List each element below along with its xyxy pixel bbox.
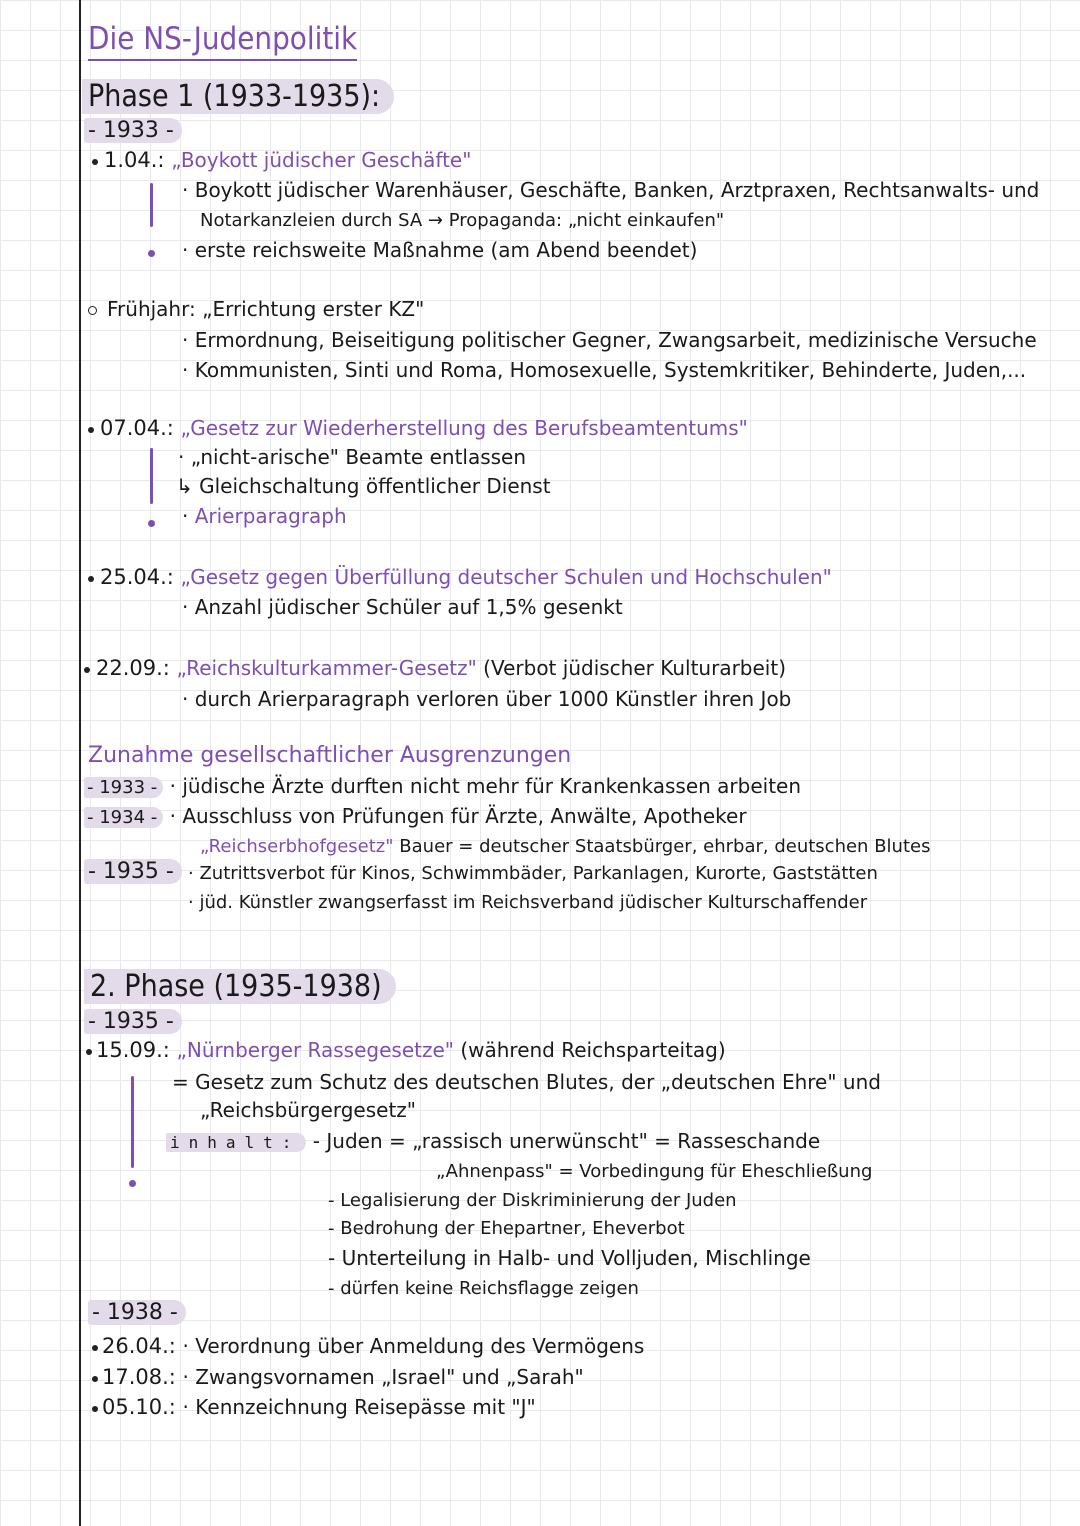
kz-line2: · Kommunisten, Sinti und Roma, Homosexuelle, Systemkritiker, Behinderte, Juden,... [182, 358, 1027, 382]
exclamation-dot [148, 520, 155, 527]
boykott-entry: 1.04.: „Boykott jüdischer Geschäfte" [92, 147, 471, 173]
exclamation-dot [129, 1180, 136, 1187]
exclamation-dot [148, 250, 155, 257]
year-1933-marker: - 1933 - [84, 117, 182, 144]
boykott-title: „Boykott jüdischer Geschäfte" [171, 148, 472, 172]
phase1-heading: Phase 1 (1933-1935): [82, 78, 394, 116]
ausgrenzung-1935: - 1935 - [84, 858, 182, 885]
page-title: Die NS-Judenpolitik [88, 20, 357, 61]
year-1938-marker: - 1938 - [88, 1299, 186, 1326]
kultur-entry: 22.09.: „Reichskulturkammer-Gesetz" (Verbot jüdischer Kulturarbeit) [84, 655, 786, 681]
ausgrenzung-1934: - 1934 - · Ausschluss von Prüfungen für Ärzte, Anwälte, Apotheker [84, 803, 747, 831]
ausgrenzung-1935-line2: · jüd. Künstler zwangserfasst im Reichsverband jüdischer Kulturschaffender [188, 892, 868, 913]
beamten-line2: ↳ Gleichschaltung öffentlicher Dienst [176, 474, 551, 498]
reichserbhof-line: „Reichserbhofgesetz" Bauer = deutscher Staatsbürger, ehrbar, deutschen Blutes [200, 836, 931, 857]
nuernberg-c3: - Legalisierung der Diskriminierung der Juden [328, 1190, 737, 1211]
boykott-line1: · Boykott jüdischer Warenhäuser, Geschäfte, Banken, Arztpraxen, Rechtsanwalts- und [182, 178, 1040, 202]
schulen-entry: 25.04.: „Gesetz gegen Überfüllung deutscher Schulen und Hochschulen" [88, 564, 832, 590]
beamten-title: „Gesetz zur Wiederherstellung des Berufsbeamtentums" [180, 416, 748, 440]
beamten-entry: 07.04.: „Gesetz zur Wiederherstellung des Berufsbeamtentums" [88, 415, 748, 441]
boykott-line3: · erste reichsweite Maßnahme (am Abend beendet) [182, 238, 698, 262]
exclamation-bar [150, 183, 153, 227]
nuernberg-c4: - Bedrohung der Ehepartner, Eheverbot [328, 1218, 685, 1239]
kz-entry: Frühjahr: „Errichtung erster KZ" [88, 296, 424, 322]
nuernberg-inhalt: inhalt: - Juden = „rassisch unerwünscht" = Rasseschande [166, 1128, 820, 1156]
year-1935-marker: - 1935 - [84, 1008, 182, 1035]
ausgrenzung-1933: - 1933 - · jüdische Ärzte durften nicht mehr für Krankenkassen arbeiten [84, 773, 801, 801]
exclamation-bar [150, 448, 153, 504]
exclamation-bar [131, 1076, 134, 1168]
schulen-line1: · Anzahl jüdischer Schüler auf 1,5% gesenkt [182, 595, 623, 619]
nuernberg-title: „Nürnberger Rassegesetze" [176, 1038, 454, 1062]
ausgrenzung-heading: Zunahme gesellschaftlicher Ausgrenzungen [88, 743, 572, 768]
boykott-line2: Notarkanzleien durch SA → Propaganda: „nicht einkaufen" [200, 210, 725, 231]
kultur-title: „Reichskulturkammer-Gesetz" [176, 656, 477, 680]
ausgrenzung-1935-line1: · Zutrittsverbot für Kinos, Schwimmbäder, Parkanlagen, Kurorte, Gaststätten [188, 863, 878, 884]
margin-line [79, 0, 81, 1526]
nuernberg-entry: 15.09.: „Nürnberger Rassegesetze" (während Reichsparteitag) [86, 1037, 726, 1063]
beamten-line1: · „nicht-arische" Beamte entlassen [178, 445, 527, 469]
kultur-line1: · durch Arierparagraph verloren über 1000 Künstler ihren Job [182, 687, 792, 711]
nuernberg-c6: - dürfen keine Reichsflagge zeigen [328, 1278, 639, 1299]
kz-line1: · Ermordnung, Beiseitigung politischer Gegner, Zwangsarbeit, medizinische Versuche [182, 328, 1037, 352]
event-1938-2: 17.08.: · Zwangsvornamen „Israel" und „Sarah" [92, 1364, 584, 1390]
phase2-heading: 2. Phase (1935-1938) [84, 968, 396, 1006]
event-1938-3: 05.10.: · Kennzeichnung Reisepässe mit "J" [92, 1394, 536, 1420]
beamten-line3: · Arierparagraph [182, 504, 347, 528]
nuernberg-line2: „Reichsbürgergesetz" [200, 1098, 416, 1122]
nuernberg-line1: = Gesetz zum Schutz des deutschen Blutes, der „deutschen Ehre" und [172, 1070, 881, 1094]
schulen-title: „Gesetz gegen Überfüllung deutscher Schulen und Hochschulen" [180, 565, 832, 589]
event-1938-1: 26.04.: · Verordnung über Anmeldung des Vermögens [92, 1333, 644, 1359]
nuernberg-ahnenpass: „Ahnenpass" = Vorbedingung für Eheschließung [436, 1161, 873, 1182]
nuernberg-c5: - Unterteilung in Halb- und Volljuden, Mischlinge [328, 1246, 811, 1270]
kz-title: „Errichtung erster KZ" [202, 297, 425, 321]
